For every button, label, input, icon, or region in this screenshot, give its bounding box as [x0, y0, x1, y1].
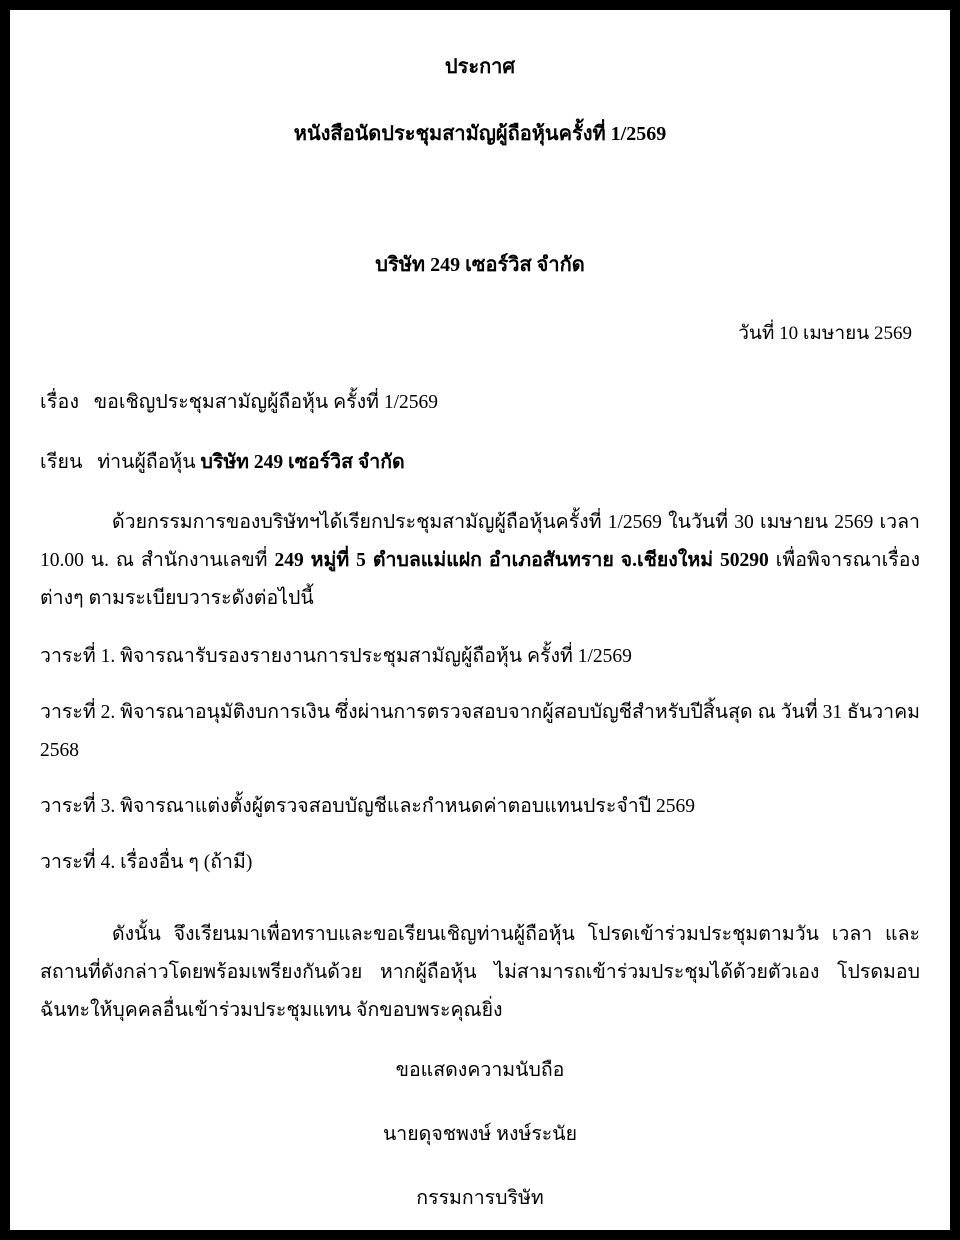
signature-name: นายดุจชพงษ์ หงษ์ระนัย [382, 1124, 578, 1146]
agenda-item: วาระที่ 4. เรื่องอื่น ๆ (ถ้ามี) [40, 852, 253, 874]
signature-regards: ขอแสดงความนับถือ [395, 1060, 565, 1082]
document-heading-primary: ประกาศ [444, 56, 516, 78]
subject-label: เรื่อง [40, 392, 80, 414]
document-heading-secondary: หนังสือนัดประชุมสามัญผู้ถือหุ้นครั้งที่ 1/2569 [293, 123, 667, 145]
signature-position: กรรมการบริษัท [416, 1188, 544, 1210]
subject-value: ขอเชิญประชุมสามัญผู้ถือหุ้น ครั้งที่ 1/2569 [93, 392, 439, 414]
recipient-value: ท่านผู้ถือหุ้น [97, 452, 196, 474]
recipient-line [40, 444, 920, 482]
recipient-label: เรียน [40, 452, 83, 474]
intro-text-part-2: เพื่อพิจารณาเรื่องต่างๆ ตามระเบียบวาระดังต่อไปนี้ [40, 550, 921, 610]
intro-text-part-1: ด้วยกรรมการของบริษัทฯได้เรียกประชุมสามัญผู้ถือหุ้นครั้งที่ 1/2569 ในวันที่ 30 เมษายน 2569 เวลา 10.00 น. ณ สำนักงานเลขที่ [40, 512, 920, 572]
recipient-company: บริษัท 249 เซอร์วิส จำกัด [200, 452, 405, 474]
document-body [40, 48, 920, 1218]
agenda-item: วาระที่ 2. พิจารณาอนุมัติงบการเงิน ซึ่งผ่านการตรวจสอบจากผู้สอบบัญชีสำหรับปีสิ้นสุด ณ วันที่ 31 ธันวาคม 2568 [40, 702, 920, 762]
meeting-address: 249 หมู่ที่ 5 ตำบลแม่แฝก อำเภอสันทราย จ.เชียงใหม่ 50290 [274, 550, 769, 572]
company-name: บริษัท 249 เซอร์วิส จำกัด [375, 254, 585, 276]
agenda-item: วาระที่ 3. พิจารณาแต่งตั้งผู้ตรวจสอบบัญชีและกำหนดค่าตอบแทนประจำปี 2569 [40, 796, 695, 818]
intro-paragraph [40, 504, 920, 618]
subject-line [40, 384, 920, 422]
closing-paragraph: ดังนั้น จึงเรียนมาเพื่อทราบและขอเรียนเชิญท่านผู้ถือหุ้น โปรดเข้าร่วมประชุมตามวัน เวลา และสถานที่ดังกล่าวโดยพร้อมเพรียงกันด้วย หากผู้ถือหุ้น ไม่สามารถเข้าร่วมประชุมได้ด้วยตัวเอง โปรดมอบฉันทะให้บุคคลอื่นเข้าร่วมประชุมแทน จักขอบพระคุณยิ่ง [40, 924, 920, 1022]
document-date: วันที่ 10 เมษายน 2569 [738, 323, 912, 344]
signature-block [40, 1052, 920, 1218]
agenda-item: วาระที่ 1. พิจารณารับรองรายงานการประชุมสามัญผู้ถือหุ้น ครั้งที่ 1/2569 [40, 646, 632, 668]
